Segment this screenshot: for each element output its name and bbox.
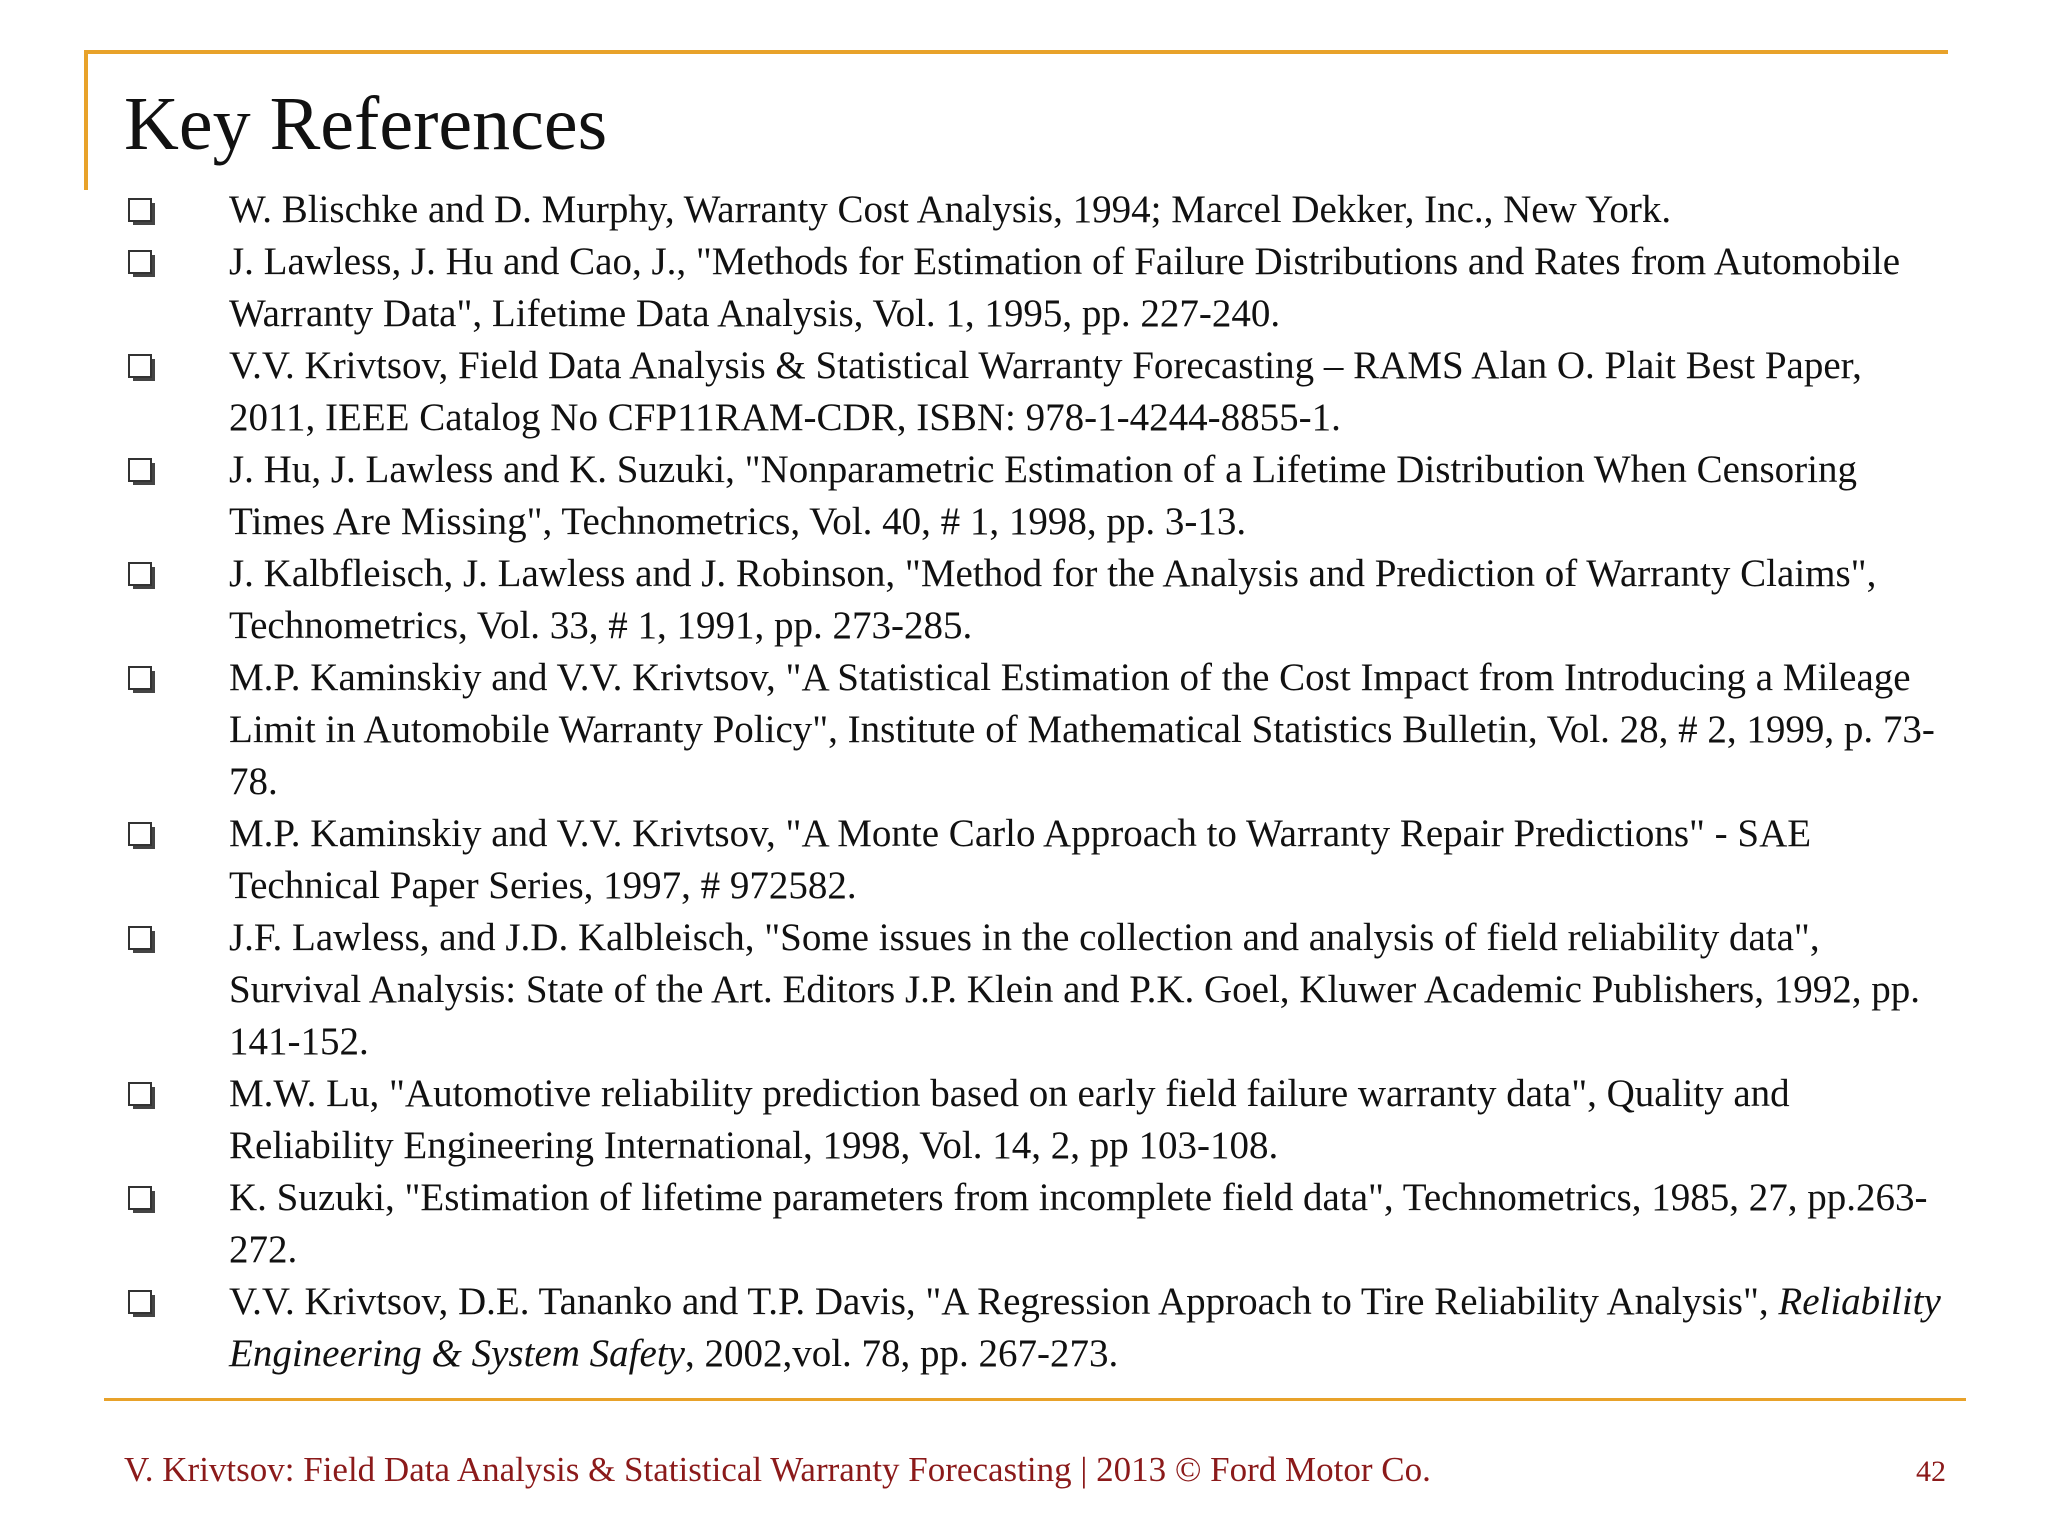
reference-item	[124, 236, 1954, 340]
journal-title: Reliability Engineering & System Safety	[229, 1280, 1941, 1375]
square-bullet-icon	[128, 458, 152, 482]
reference-text: K. Suzuki, "Estimation of lifetime parameters from incomplete field data", Technometrics, 1985, 27, pp.263-272.	[229, 1176, 1928, 1271]
square-bullet-icon	[128, 562, 152, 586]
reference-text	[229, 1280, 1941, 1375]
square-bullet-icon	[128, 354, 152, 378]
title-frame-left-line	[84, 50, 88, 190]
reference-text: V.V. Krivtsov, Field Data Analysis & Statistical Warranty Forecasting – RAMS Alan O. Plait Best Paper, 2011, IEEE Catalog No CFP11RAM-CDR, ISBN: 978-1-4244-8855-1.	[229, 344, 1862, 439]
square-bullet-icon	[128, 926, 152, 950]
reference-item	[124, 808, 1954, 912]
reference-item	[124, 184, 1954, 236]
square-bullet-icon	[128, 198, 152, 222]
title-frame-top-line	[84, 50, 1948, 54]
footer-text: V. Krivtsov: Field Data Analysis & Statistical Warranty Forecasting | 2013 © Ford Motor Co.	[124, 1450, 1431, 1489]
square-bullet-icon	[128, 250, 152, 274]
reference-item	[124, 1068, 1954, 1172]
reference-text: W. Blischke and D. Murphy, Warranty Cost Analysis, 1994; Marcel Dekker, Inc., New York.	[229, 188, 1672, 231]
reference-text-authors: V.V. Krivtsov, D.E. Tananko and T.P. Davis, "A Regression Approach to Tire Reliability Analysis",	[229, 1280, 1779, 1323]
reference-item	[124, 912, 1954, 1068]
square-bullet-icon	[128, 1186, 152, 1210]
reference-item	[124, 1276, 1954, 1380]
square-bullet-icon	[128, 666, 152, 690]
reference-text: J. Lawless, J. Hu and Cao, J., "Methods for Estimation of Failure Distributions and Rates from Automobile Warranty Data", Lifetime Data Analysis, Vol. 1, 1995, pp. 227-240.	[229, 240, 1901, 335]
reference-item	[124, 652, 1954, 808]
reference-list	[124, 184, 1954, 1380]
reference-item	[124, 548, 1954, 652]
reference-text: M.W. Lu, "Automotive reliability prediction based on early field failure warranty data", Quality and Reliability Engineering International, 1998, Vol. 14, 2, pp 103-108.	[229, 1072, 1790, 1167]
square-bullet-icon	[128, 822, 152, 846]
reference-text: J.F. Lawless, and J.D. Kalbleisch, "Some issues in the collection and analysis of field reliability data", Survival Analysis: State of the Art. Editors J.P. Klein and P.K. Goel, Kluwer Academic Publishers, 1992, pp. 141-152.	[229, 916, 1920, 1063]
square-bullet-icon	[128, 1290, 152, 1314]
page-number: 42	[1916, 1455, 1946, 1488]
reference-item	[124, 340, 1954, 444]
square-bullet-icon	[128, 1082, 152, 1106]
reference-text: J. Hu, J. Lawless and K. Suzuki, "Nonparametric Estimation of a Lifetime Distribution When Censoring Times Are Missing", Technometrics, Vol. 40, # 1, 1998, pp. 3-13.	[229, 448, 1857, 543]
reference-item	[124, 1172, 1954, 1276]
reference-text: M.P. Kaminskiy and V.V. Krivtsov, "A Monte Carlo Approach to Warranty Repair Predictions" - SAE Technical Paper Series, 1997, # 972582.	[229, 812, 1812, 907]
reference-item	[124, 444, 1954, 548]
reference-text: J. Kalbfleisch, J. Lawless and J. Robinson, "Method for the Analysis and Prediction of Warranty Claims", Technometrics, Vol. 33, # 1, 1991, pp. 273-285.	[229, 552, 1877, 647]
reference-text-details: , 2002,vol. 78, pp. 267-273.	[684, 1332, 1119, 1375]
footer-divider	[104, 1398, 1966, 1401]
slide-title: Key References	[124, 82, 608, 166]
reference-text: M.P. Kaminskiy and V.V. Krivtsov, "A Statistical Estimation of the Cost Impact from Introducing a Mileage Limit in Automobile Warranty Policy", Institute of Mathematical Statistics Bulletin, Vol. 28, # 2, 1999, p. 73-78.	[229, 656, 1935, 803]
